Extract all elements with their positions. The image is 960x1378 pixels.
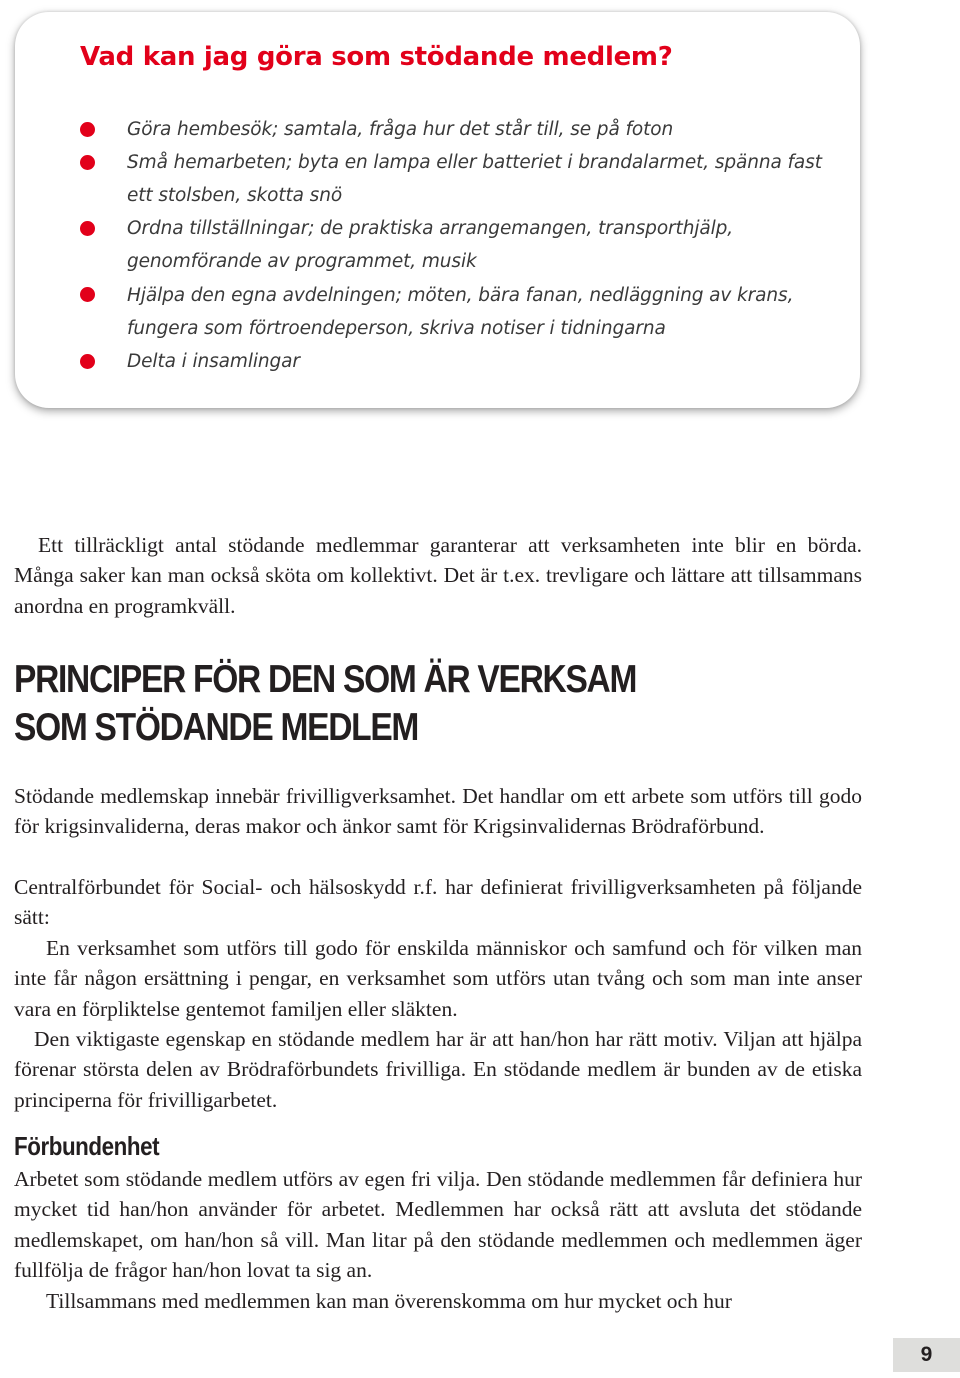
intro-paragraph: Ett tillräckligt antal stödande medlemmar garanterar att verksamheten inte blir en börda. Många saker kan man också sköta om kollektivt. Det är t.ex. trevligare och lättare att tillsammans anordna en programkväll. [14, 533, 862, 618]
body-paragraph: Stödande medlemskap innebär frivilligverksamhet. Det handlar om ett arbete som utförs till godo för krigsinvaliderna, deras makor och änkor samt för Krigsinvalidernas Brödraförbund. [14, 784, 862, 839]
bullet-item: Delta i insamlingar [127, 351, 300, 372]
bullet-icon [80, 155, 95, 170]
bullet-item: Hjälpa den egna avdelningen; möten, bära fanan, nedläggning av krans, fungera som förtroendeperson, skriva notiser i tidningarna [127, 285, 794, 340]
body-paragraph: Tillsammans med medlemmen kan man överenskomma om hur mycket och hur [46, 1289, 732, 1313]
section-heading [14, 656, 636, 752]
bullet-icon [80, 122, 95, 137]
body-paragraph: Arbetet som stödande medlem utförs av egen fri vilja. Den stödande medlemmen får definiera hur mycket tid han/hon använder för arbetet. Medlemmen har också rätt att avsluta det stödande medlemskapet, om han/hon så vill. Man litar på den stödande medlemmen och medlemmen äger fullfölja de frågor han/hon lovat ta sig an. [14, 1167, 862, 1283]
bullet-item: Små hemarbeten; byta en lampa eller batteriet i brandalarmet, spänna fast ett stolsben, skotta snö [127, 152, 822, 207]
section-heading-line: SOM STÖDANDE MEDLEM [14, 706, 419, 749]
box-title: Vad kan jag göra som stödande medlem? [80, 42, 673, 72]
body-paragraph: En verksamhet som utförs till godo för enskilda människor och samfund och för vilken man inte får någon ersättning i pengar, en verksamhet som utförs utan tvång och som man inte anser vara en förpliktelse gentemot familjen eller släkten. [14, 936, 862, 1021]
body-paragraph: Den viktigaste egenskap en stödande medlem har är att han/hon har rätt motiv. Viljan att hjälpa förenar största delen av Brödraförbundets frivilliga. En stödande medlem är bunden av de etiska principerna för frivilligarbetet. [14, 1027, 862, 1112]
section-heading-line: PRINCIPER FÖR DEN SOM ÄR VERKSAM [14, 658, 637, 701]
bullet-item: Göra hembesök; samtala, fråga hur det står till, se på foton [127, 119, 674, 140]
bullet-icon [80, 287, 95, 302]
bullet-item: Ordna tillställningar; de praktiska arrangemangen, transporthjälp, genomförande av programmet, musik [127, 218, 734, 273]
bullet-icon [80, 221, 95, 236]
subsection-heading: Förbundenhet [14, 1131, 160, 1161]
bullet-icon [80, 354, 95, 369]
page-number: 9 [893, 1338, 960, 1372]
body-paragraph: Centralförbundet för Social- och hälsoskydd r.f. har definierat frivilligverksamheten på följande sätt: [14, 875, 862, 930]
